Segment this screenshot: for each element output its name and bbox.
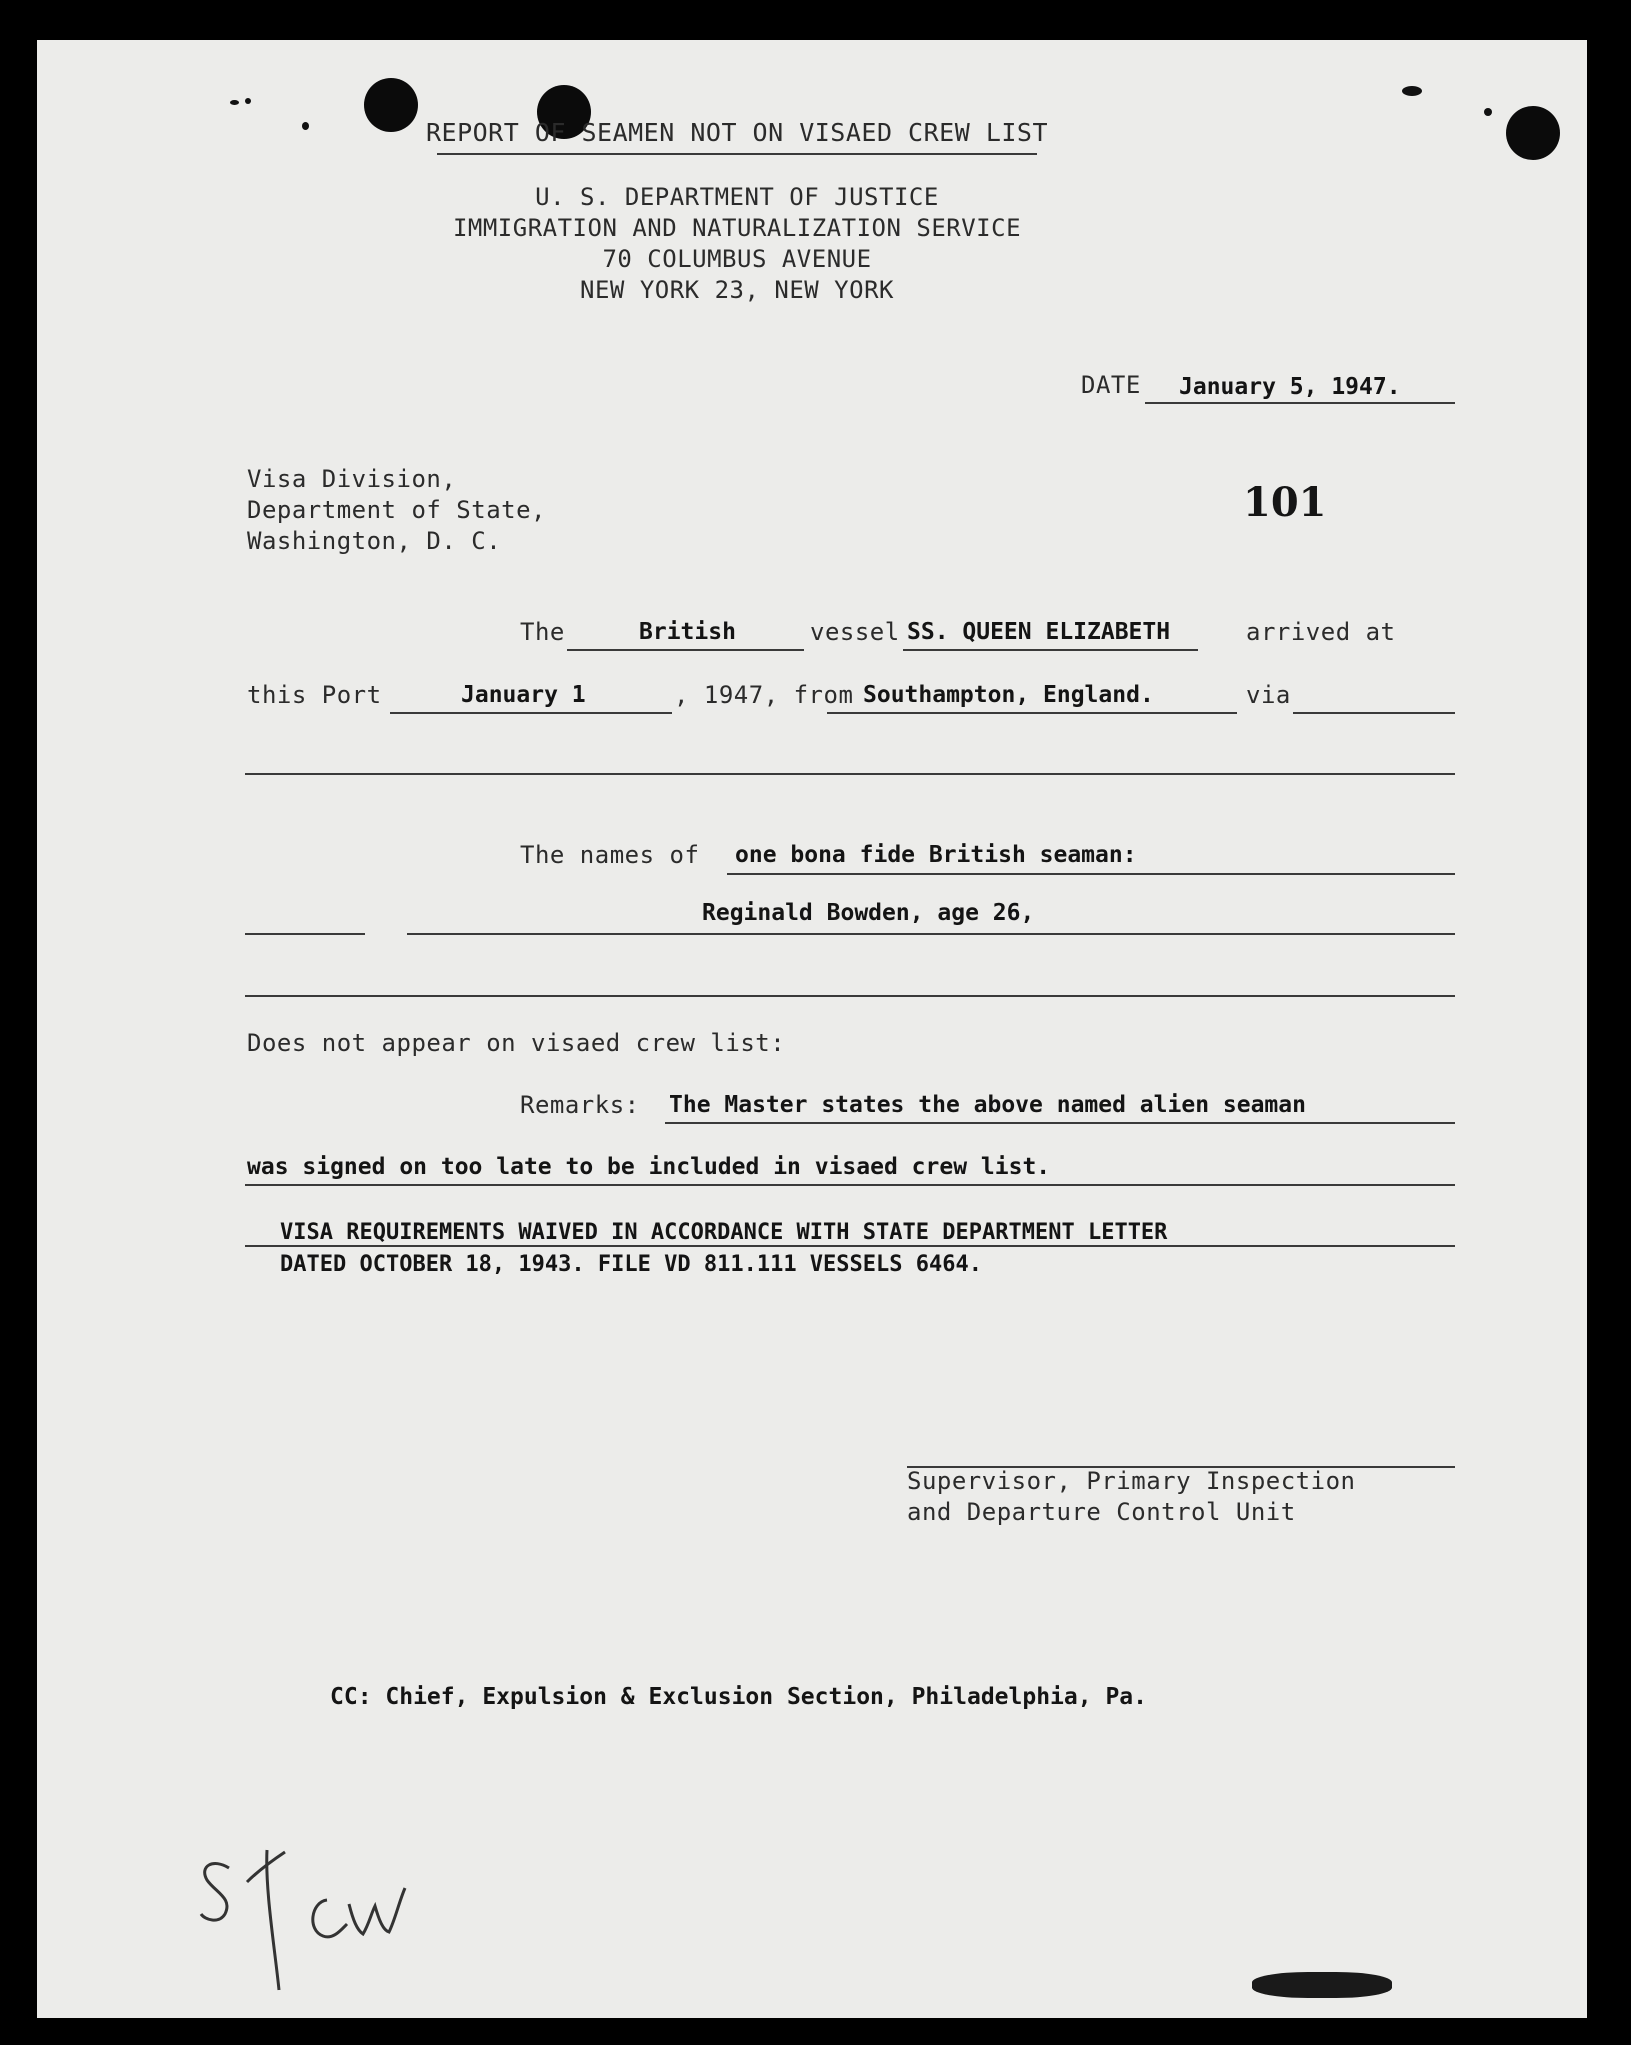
date-label: DATE — [1081, 371, 1141, 399]
vessel-arrived: arrived at — [1246, 618, 1396, 646]
document-page — [37, 40, 1587, 2018]
date-value: January 5, 1947. — [1179, 374, 1401, 400]
arrival-year: , 1947, from — [674, 681, 854, 709]
agency-line: NEW YORK 23, NEW YORK — [580, 276, 894, 304]
vessel-the: The — [520, 618, 565, 646]
names-label: The names of — [520, 841, 700, 869]
recipient-line: Visa Division, — [247, 465, 457, 493]
via-label: via — [1246, 681, 1291, 709]
cc-line: CC: Chief, Expulsion & Exclusion Section, Philadelphia, Pa. — [330, 1684, 1147, 1710]
remarks-line-1: The Master states the above named alien seaman — [669, 1092, 1306, 1118]
signature-title-1: Supervisor, Primary Inspection — [907, 1467, 1356, 1495]
remarks-line-2: was signed on too late to be included in visaed crew list. — [247, 1154, 1051, 1180]
vessel-label: vessel — [810, 618, 900, 646]
arrival-date: January 1 — [461, 682, 586, 708]
file-number: 101 — [1243, 479, 1327, 526]
agency-line: IMMIGRATION AND NATURALIZATION SERVICE — [452, 214, 1022, 242]
punch-hole-icon — [1506, 106, 1560, 160]
handwritten-initials-icon — [177, 1830, 497, 2000]
not-appear-text: Does not appear on visaed crew list: — [247, 1029, 786, 1057]
waiver-line-1: VISA REQUIREMENTS WAIVED IN ACCORDANCE WITH STATE DEPARTMENT LETTER — [280, 1220, 1168, 1245]
remarks-label: Remarks: — [520, 1091, 640, 1119]
vessel-name: SS. QUEEN ELIZABETH — [907, 619, 1171, 645]
agency-line: U. S. DEPARTMENT OF JUSTICE — [535, 183, 939, 211]
vessel-nationality: British — [639, 619, 736, 645]
seaman-name: Reginald Bowden, age 26, — [702, 900, 1035, 926]
waiver-line-2: DATED OCTOBER 18, 1943. FILE VD 811.111 VESSELS 6464. — [280, 1252, 982, 1277]
recipient-line: Department of State, — [247, 496, 546, 524]
report-title: REPORT OF SEAMEN NOT ON VISAED CREW LIST — [425, 118, 1049, 147]
recipient-line: Washington, D. C. — [247, 527, 502, 555]
port-label: this Port — [247, 681, 382, 709]
agency-line: 70 COLUMBUS AVENUE — [602, 245, 872, 273]
origin-port: Southampton, England. — [863, 682, 1154, 708]
seaman-description: one bona fide British seaman: — [735, 842, 1137, 868]
signature-title-2: and Departure Control Unit — [907, 1498, 1296, 1526]
